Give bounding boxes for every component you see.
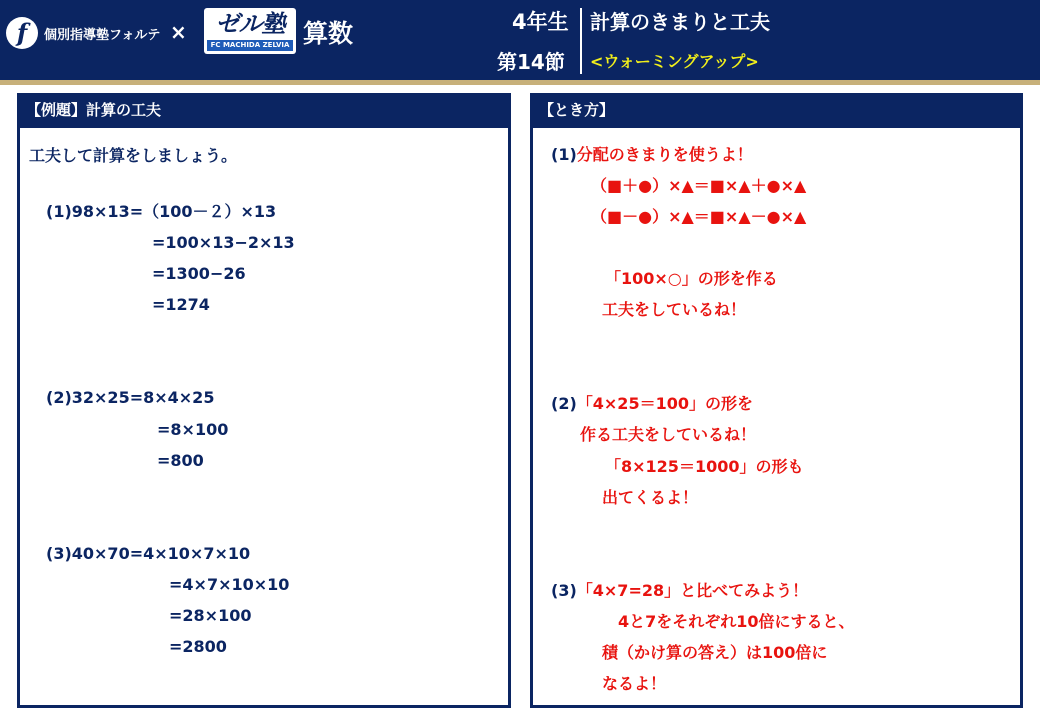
problem-3-line-3: =28×100 — [169, 606, 252, 625]
solution-3-intro: 「4×7=28」と比べてみよう！ — [576, 581, 809, 600]
solution-2-line-2: 作る工夫をしているね！ — [580, 425, 757, 444]
example-instruction: 工夫して計算をしましょう。 — [29, 146, 238, 165]
page-subtitle: <ウォーミングアップ> — [590, 52, 759, 71]
subject-label: 算数 — [303, 19, 354, 48]
solution-1-number: (1) — [551, 145, 577, 164]
problem-3-line-4: =2800 — [169, 637, 227, 656]
problem-1-line-1: (1)98×13=（100－２）×13 — [46, 202, 277, 221]
solution-panel — [530, 93, 1023, 708]
problem-3-line-1: (3)40×70=4×10×7×10 — [46, 544, 251, 563]
solution-3-line-2: 4と7をそれぞれ10倍にすると、 — [618, 612, 855, 631]
solution-2-line-3: 「8×125＝1000」の形も — [605, 457, 804, 476]
solution-2-number: (2) — [551, 394, 577, 413]
solution-1-first-line — [551, 145, 753, 165]
header-bar — [0, 0, 1040, 80]
lesson-label: 第14節 — [497, 50, 565, 74]
forte-logo: f — [6, 17, 38, 49]
solution-3-line-4: なるよ！ — [602, 674, 667, 693]
solution-heading: 【とき方】 — [533, 96, 1020, 128]
solution-1-note-2: 工夫をしているね！ — [602, 300, 747, 319]
problem-2-line-1: (2)32×25=8×4×25 — [46, 388, 215, 407]
solution-2-intro: 「4×25＝100」の形を — [576, 394, 753, 413]
solution-1-note-1: 「100×○」の形を作る — [605, 269, 778, 288]
problem-1-line-4: =1274 — [152, 295, 210, 314]
brand-name: 個別指導塾フォルテ — [44, 28, 161, 43]
example-panel — [17, 93, 511, 708]
solution-3-first-line — [551, 581, 808, 601]
collab-times-mark: × — [170, 20, 187, 44]
solution-2-line-4: 出てくるよ！ — [602, 488, 699, 507]
solution-1-intro: 分配のきまりを使うよ！ — [576, 145, 753, 164]
zelvia-logo-text: ゼル塾 — [215, 10, 285, 38]
problem-2-line-3: =800 — [157, 451, 204, 470]
problem-1-line-3: =1300−26 — [152, 264, 246, 283]
solution-1-formula-subtract: （■－●）×▲＝■×▲－●×▲ — [591, 207, 807, 226]
solution-2-first-line — [551, 394, 753, 414]
solution-1-formula-add: （■＋●）×▲＝■×▲＋●×▲ — [591, 176, 807, 195]
header-divider — [580, 8, 582, 74]
problem-3-line-2: =4×7×10×10 — [169, 575, 290, 594]
solution-3-line-3: 積（かけ算の答え）は100倍に — [602, 643, 828, 662]
grade-label: 4年生 — [512, 10, 569, 34]
zelvia-logo — [204, 8, 296, 54]
problem-2-line-2: =8×100 — [157, 420, 229, 439]
example-heading: 【例題】計算の工夫 — [20, 96, 508, 128]
problem-1-line-2: =100×13−2×13 — [152, 233, 295, 252]
solution-3-number: (3) — [551, 581, 577, 600]
gold-divider — [0, 80, 1040, 85]
zelvia-logo-subtext: FC MACHIDA ZELVIA — [207, 40, 293, 51]
page-title: 計算のきまりと工夫 — [590, 10, 770, 34]
